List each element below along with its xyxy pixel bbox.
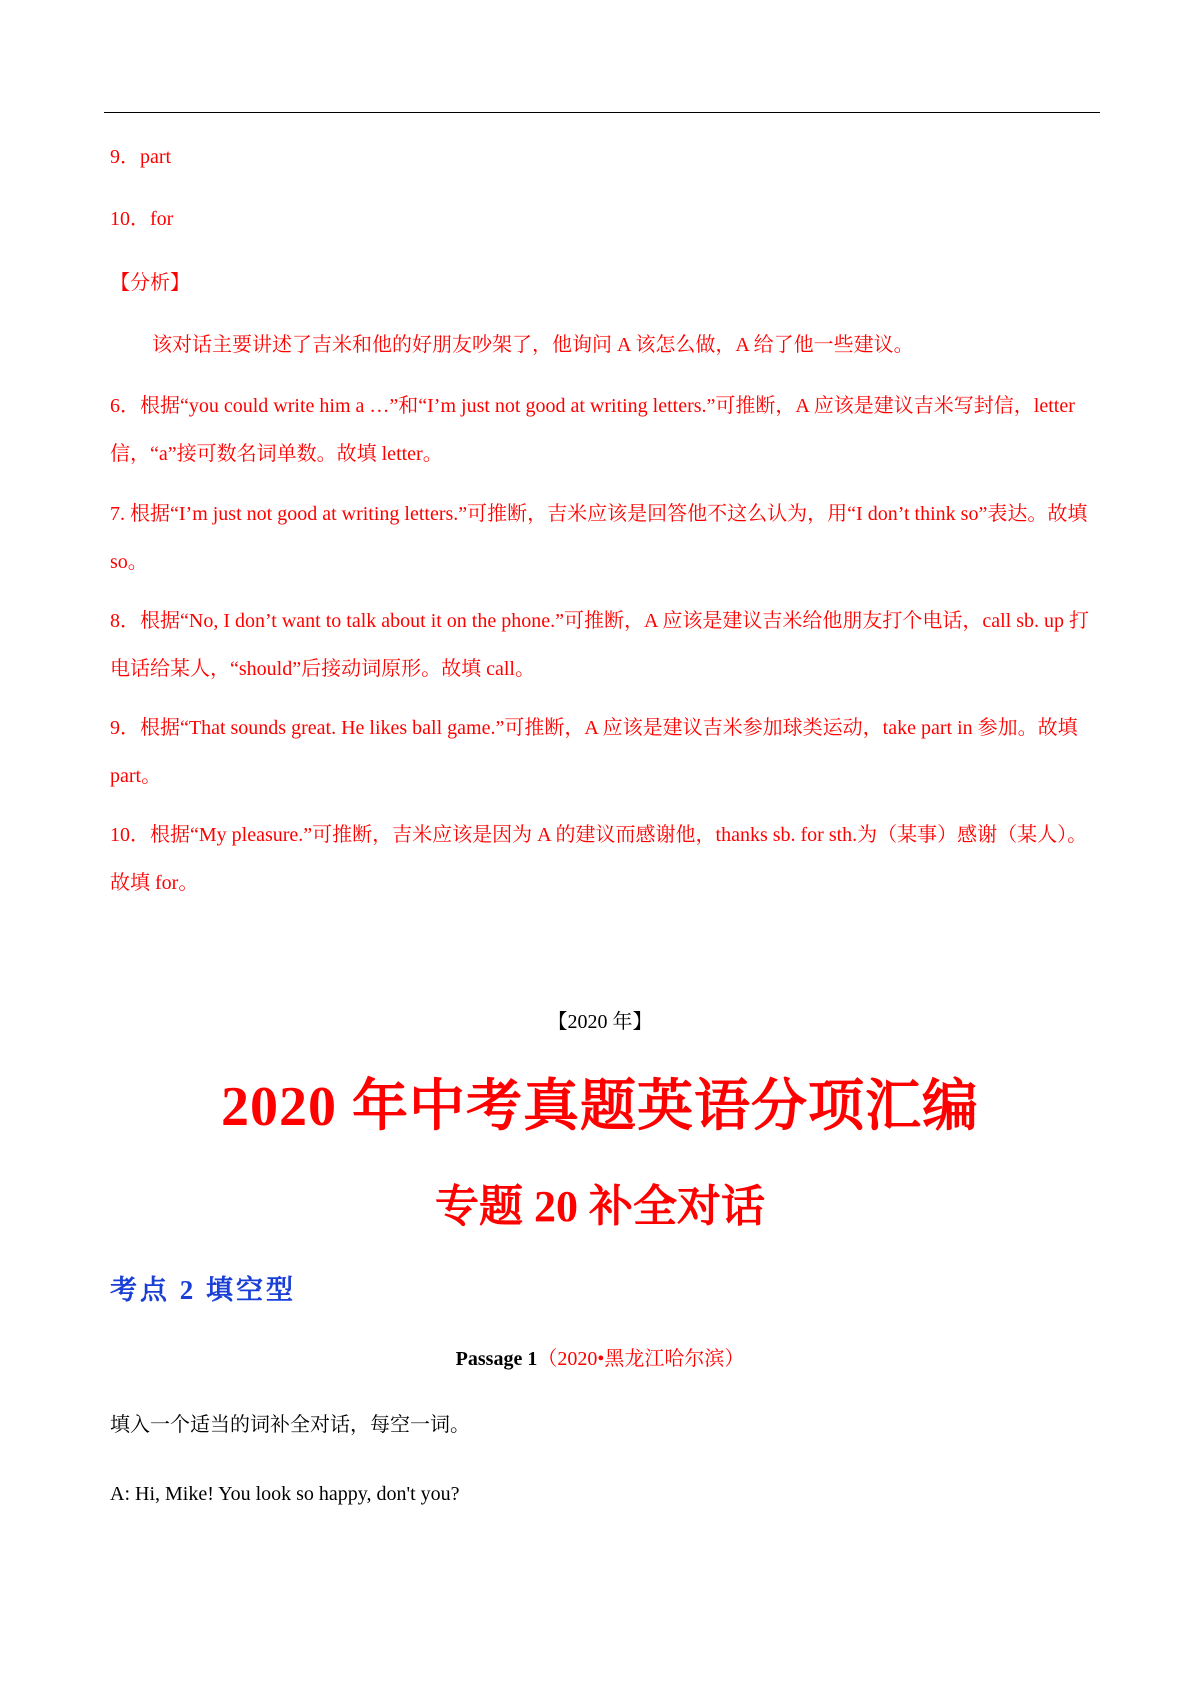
dialogue-line: A: Hi, Mike! You look so happy, don't you? (110, 1483, 460, 1505)
sub-title: 专题 20 补全对话 (435, 1182, 765, 1231)
passage-heading (0, 1346, 1200, 1372)
answer-9: 9．part (110, 146, 172, 168)
main-title: 2020 年中考真题英语分项汇编 (221, 1076, 979, 1138)
section-title: 考点 2 填空型 (110, 1275, 296, 1305)
answer-10: 10．for (110, 208, 174, 230)
analysis-item-10: 10．根据“My pleasure.”可推断，吉米应该是因为 A 的建议而感谢他，thanks sb. for sth.为（某事）感谢（某人）。故填 for。 (110, 824, 1088, 894)
passage-label: Passage 1 (455, 1348, 538, 1370)
analysis-item-7: 7. 根据“I’m just not good at writing letters.”可推断，吉米应该是回答他不这么认为，用“I don’t think so”表达。故填 so。 (110, 503, 1088, 573)
analysis-item-6: 6．根据“you could write him a …”和“I’m just not good at writing letters.”可推断，A 应该是建议吉米写封信，letter 信，“a”接可数名词单数。故填 letter。 (110, 395, 1075, 465)
year-tag: 【2020 年】 (547, 1011, 653, 1033)
passage-source: （2020•黑龙江哈尔滨） (537, 1348, 745, 1370)
analysis-item-9: 9．根据“That sounds great. He likes ball game.”可推断，A 应该是建议吉米参加球类运动，take part in 参加。故填 part。 (110, 717, 1078, 787)
analysis-summary: 该对话主要讲述了吉米和他的好朋友吵架了，他询问 A 该怎么做，A 给了他一些建议。 (152, 334, 914, 356)
analysis-item-8: 8．根据“No, I don’t want to talk about it on the phone.”可推断，A 应该是建议吉米给他朋友打个电话，call sb. up 打电话给某人，“should”后接动词原形。故填 call。 (110, 610, 1089, 680)
analysis-heading: 【分析】 (110, 272, 190, 294)
header-rule (104, 112, 1100, 113)
instruction: 填入一个适当的词补全对话，每空一词。 (110, 1414, 470, 1436)
